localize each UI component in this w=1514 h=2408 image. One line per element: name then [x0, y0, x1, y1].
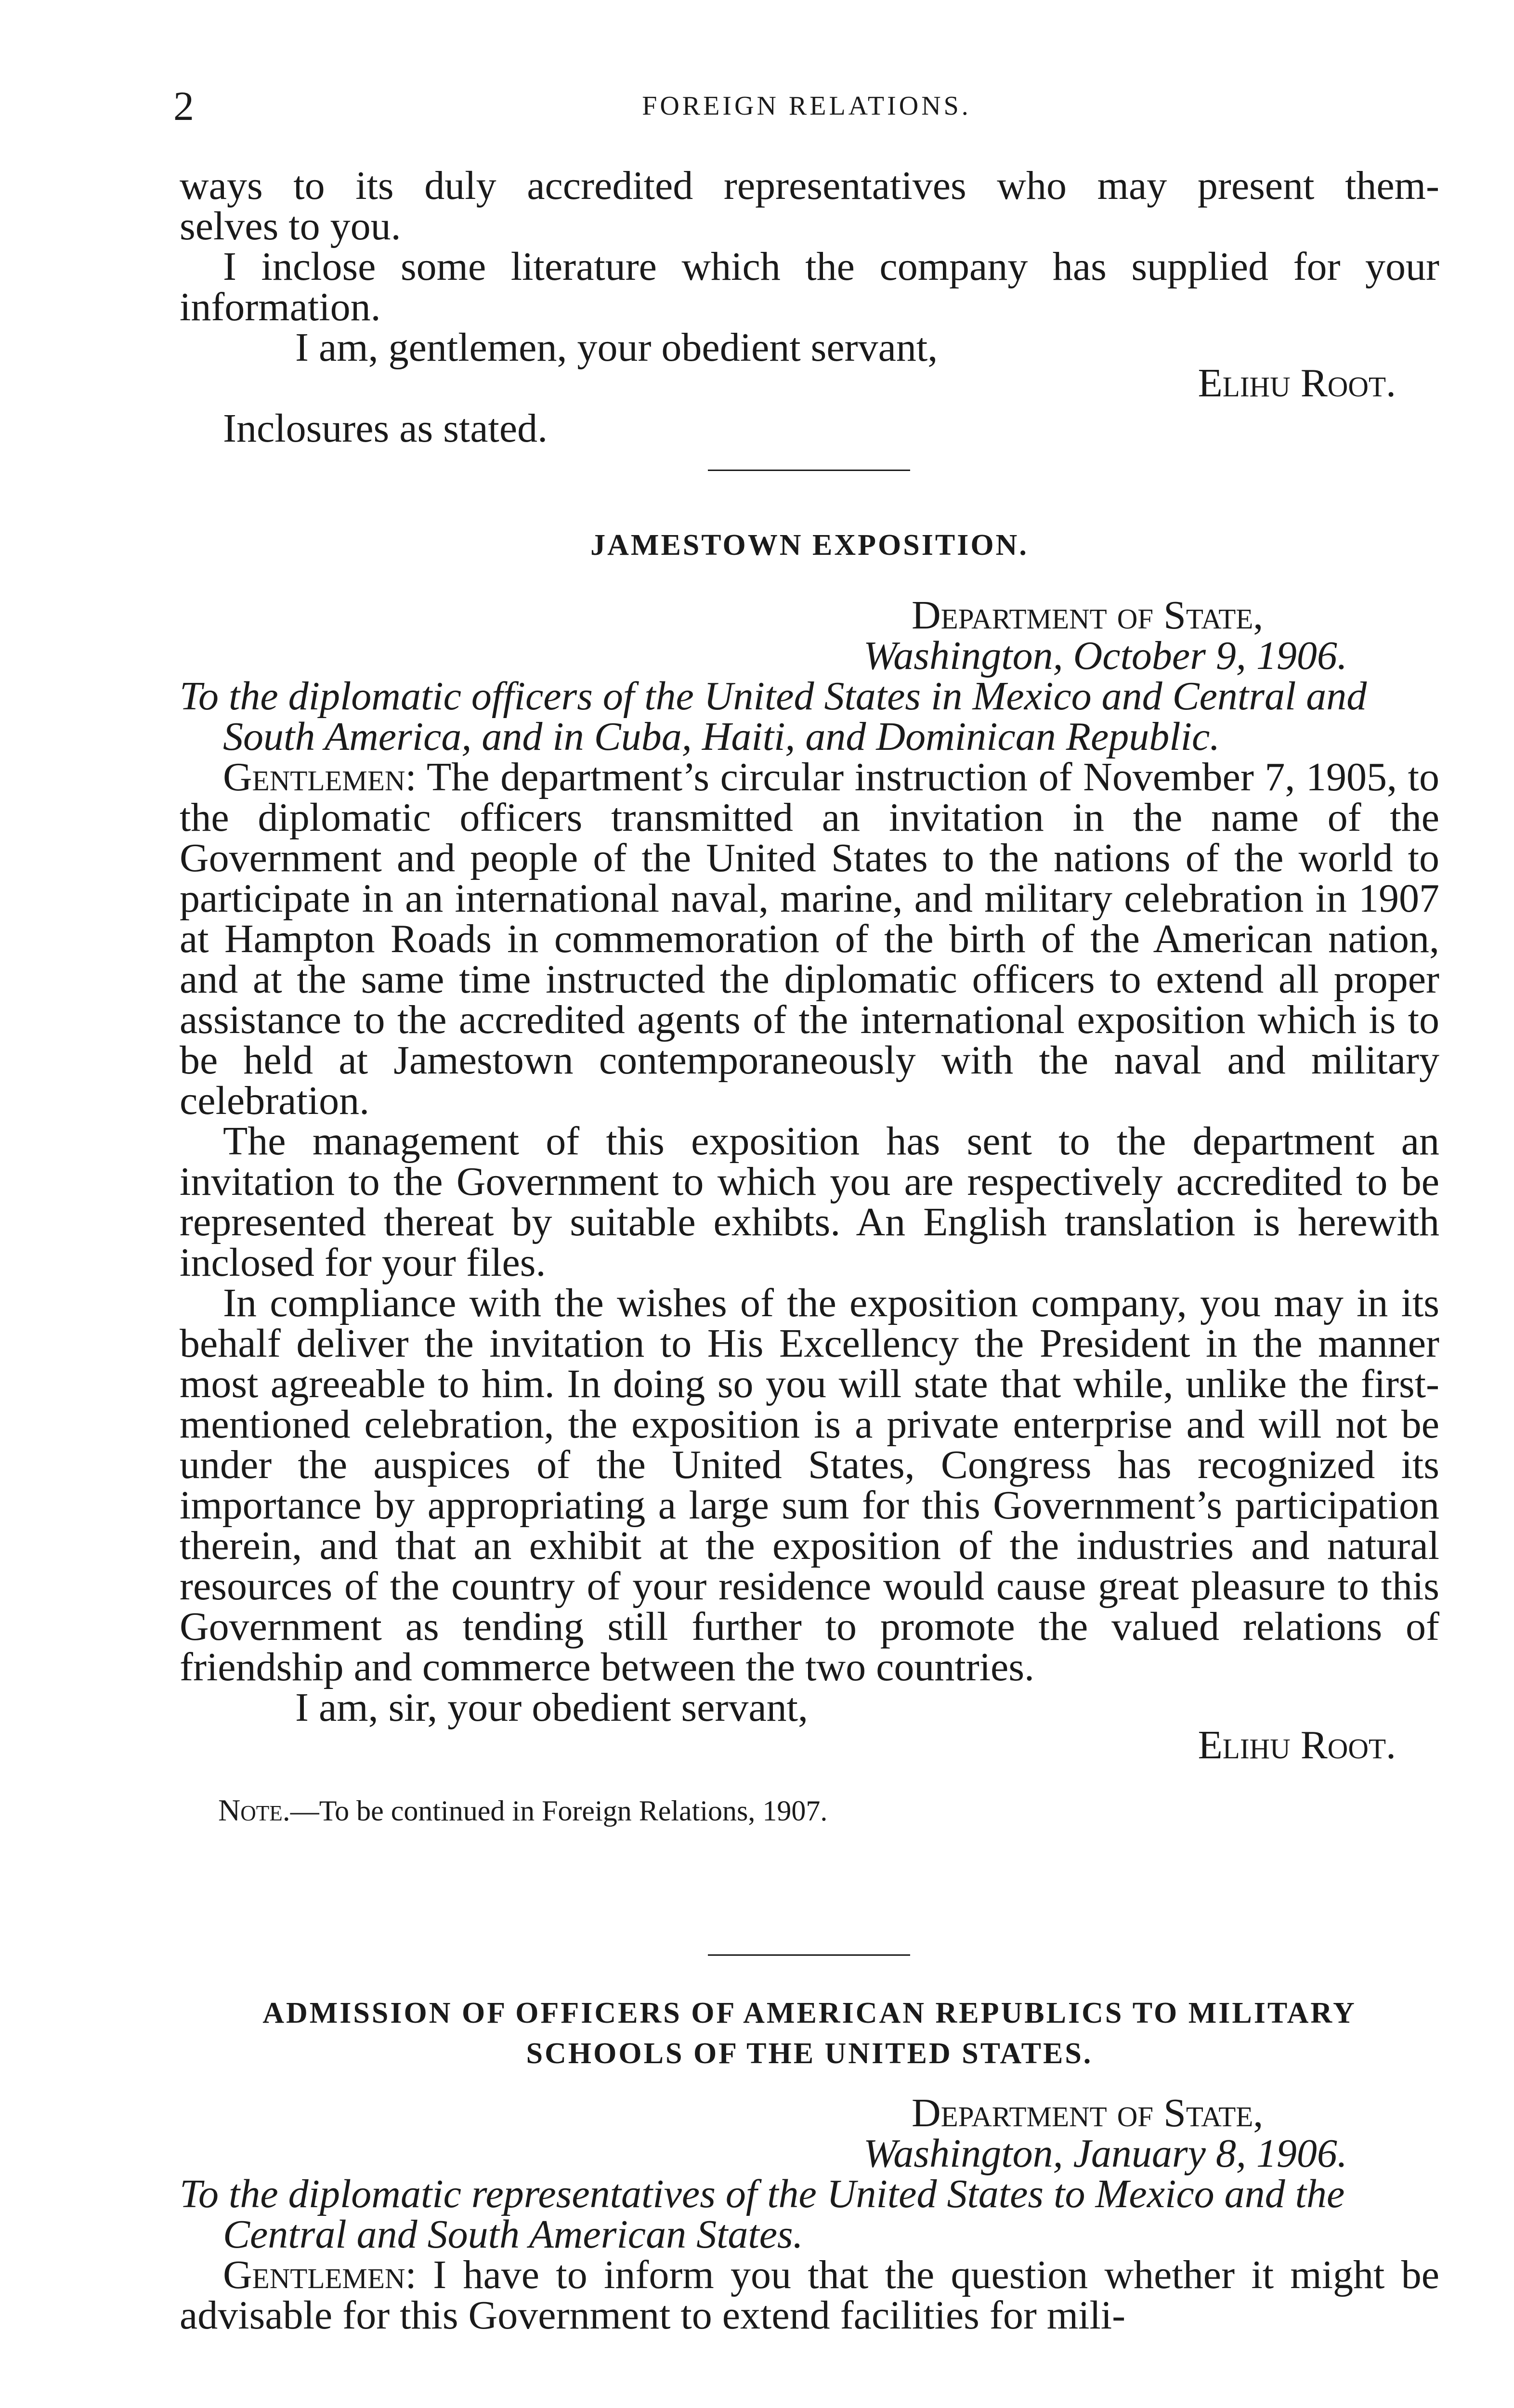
- admission-section: [180, 1993, 1439, 2336]
- signature: Elihu Root.: [1198, 361, 1396, 406]
- text-line: selves to you.: [180, 204, 401, 249]
- page-number: 2: [173, 83, 194, 129]
- paragraph-text: The department’s circular instruction of November 7, 1905, to the diplomatic officers transmitted an invitation in the name of the Government and people of the United States to the nations of the world to participate in an international naval, marine, and military celebration in 1907 at Hampton Roads in commemoration of the birth of the American nation, and at the same time instructed the diplomatic officers to extend all proper assistance to the accredited agents of the international exposition which is to be held at Jamestown contemporaneously with the naval and military celebration.: [180, 755, 1439, 1123]
- jamestown-section: [180, 525, 1439, 1828]
- paragraph-text: I have to inform you that the question whether it might be advisable for this Government to extend facilities for mili-: [180, 2252, 1439, 2338]
- address-line: To the diplomatic representatives of the United States to Mexico and the Central and South American States.: [180, 2172, 1345, 2257]
- signature: Elihu Root.: [1198, 1723, 1396, 1767]
- dateline-place-date: Washington, January 8, 1906.: [863, 2131, 1347, 2176]
- paragraph: In compliance with the wishes of the exposition company, you may in its behalf deliver the invitation to His Excellency the President in the manner most agreeable to him. In doing so you will state that while, unlike the first-mentioned celebration, the exposition is a private enterprise and will not be under the auspices of the United States, Congress has recognized its importance by appropriating a large sum for this Government’s participation therein, and that an exhibit at the exposition of the industries and natural resources of the country of your residence would cause great pleasure to this Government as tending still further to promote the valued relations of friendship and commerce between the two countries.: [180, 1281, 1439, 1689]
- address-line: To the diplomatic officers of the United States in Mexico and Central and South America, and in Cuba, Haiti, and Dominican Republic.: [180, 674, 1367, 759]
- note-label: Note.: [218, 1793, 290, 1827]
- dateline-dept: Department of State,: [912, 2091, 1264, 2135]
- inclosures-line: Inclosures as stated.: [223, 406, 548, 451]
- paragraph: The management of this exposition has sent to the department an invitation to the Government to which you are respectively accredited to be represented thereat by suitable exhibts. An English translation is herewith inclosed for your files.: [180, 1119, 1439, 1285]
- note-text: —To be continued in Foreign Relations, 1907.: [290, 1795, 828, 1827]
- section-title: JAMESTOWN EXPOSITION.: [590, 529, 1029, 562]
- salutation: Gentlemen: [223, 2252, 405, 2297]
- dateline-place-date: Washington, October 9, 1906.: [863, 633, 1347, 678]
- paragraph: I inclose some literature which the company has supplied for your information.: [180, 244, 1439, 329]
- section-title: ADMISSION OF OFFICERS OF AMERICAN REPUBLICS TO MILITARY SCHOOLS OF THE UNITED STATES.: [262, 1997, 1357, 2070]
- section-divider: [708, 470, 910, 471]
- note: [180, 1793, 1439, 1828]
- running-head: FOREIGN RELATIONS.: [642, 91, 971, 121]
- closing-line: I am, sir, your obedient servant,: [295, 1685, 809, 1730]
- page-header: [173, 82, 1440, 135]
- section-divider: [708, 1954, 910, 1956]
- paragraph: Gentlemen: The department’s circular instruction of November 7, 1905, to the diplomatic officers transmitted an invitation in the name of the Government and people of the United States to the nations of the world to participate in an international naval, marine, and military celebration in 1907 at Hampton Roads in commemoration of the birth of the American nation, and at the same time instructed the diplomatic officers to extend all proper assistance to the accredited agents of the international exposition which is to be held at Jamestown contemporaneously with the naval and military celebration.: [180, 755, 1439, 1123]
- closing-line: I am, gentlemen, your obedient servant,: [295, 325, 938, 370]
- paragraph: Gentlemen: I have to inform you that the question whether it might be advisable for this Government to extend facilities for mili-: [180, 2252, 1439, 2338]
- text-line: ways to its duly accredited representatives who may present them-: [180, 163, 1439, 208]
- previous-letter-continuation: [180, 163, 1439, 451]
- dateline-dept: Department of State,: [912, 593, 1264, 638]
- salutation: Gentlemen: [223, 755, 405, 799]
